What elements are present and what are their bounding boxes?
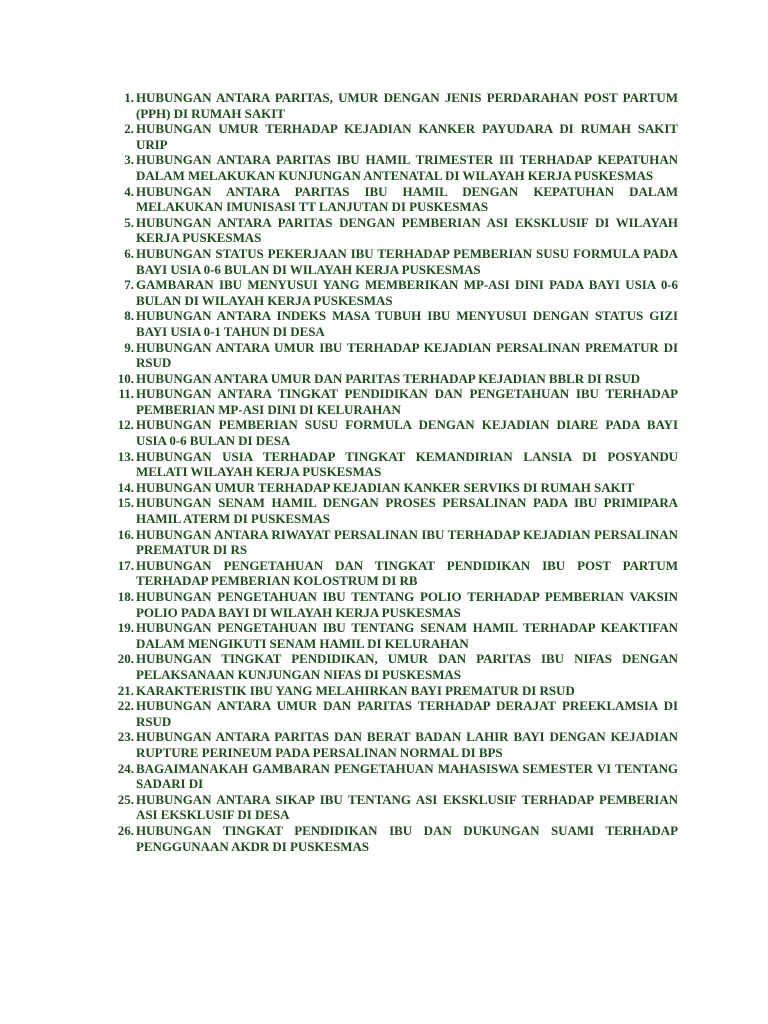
list-item [108, 308, 678, 339]
item-text: BAGAIMANAKAH GAMBARAN PENGETAHUAN MAHASISWA SEMESTER VI TENTANG SADARI DI [136, 760, 678, 792]
list-item [108, 386, 678, 417]
list-item [108, 121, 678, 152]
list-item [108, 792, 678, 823]
item-text: KARAKTERISTIK IBU YANG MELAHIRKAN BAYI PREMATUR DI RSUD [136, 682, 575, 698]
item-number: 7. [124, 277, 134, 293]
item-text: HUBUNGAN ANTARA UMUR DAN PARITAS TERHADAP KEJADIAN BBLR DI RSUD [136, 370, 641, 386]
item-text: HUBUNGAN STATUS PEKERJAAN IBU TERHADAP PEMBERIAN SUSU FORMULA PADA BAYI USIA 0-6 BULAN DI WILAYAH KERJA PUSKESMAS [136, 245, 678, 277]
list-item [108, 761, 678, 792]
item-text: HUBUNGAN UMUR TERHADAP KEJADIAN KANKER SERVIKS DI RUMAH SAKIT [136, 479, 635, 495]
item-text: HUBUNGAN ANTARA PARITAS, UMUR DENGAN JENIS PERDARAHAN POST PARTUM (PPH) DI RUMAH SAKIT [136, 90, 678, 121]
list-item [108, 729, 678, 760]
list-item [108, 823, 678, 854]
list-item [108, 340, 678, 371]
item-text: HUBUNGAN PENGETAHUAN IBU TENTANG POLIO TERHADAP PEMBERIAN VAKSIN POLIO PADA BAYI DI WILAYAH KERJA PUSKESMAS [136, 589, 678, 620]
list-item [108, 558, 678, 589]
item-number: 5. [124, 214, 134, 230]
item-number: 3. [124, 152, 134, 168]
list-item [108, 277, 678, 308]
item-text: HUBUNGAN TINGKAT PENDIDIKAN, UMUR DAN PARITAS IBU NIFAS DENGAN PELAKSANAAN KUNJUNGAN NIFAS DI PUSKESMAS [136, 651, 678, 682]
item-text: HUBUNGAN ANTARA UMUR DAN PARITAS TERHADAP DERAJAT PREEKLAMSIA DI RSUD [136, 698, 678, 729]
item-text: HUBUNGAN ANTARA INDEKS MASA TUBUH IBU MENYUSUI DENGAN STATUS GIZI BAYI USIA 0-1 TAHUN DI DESA [136, 308, 678, 339]
list-item [108, 620, 678, 651]
item-number: 24. [117, 760, 134, 776]
item-number: 14. [117, 479, 134, 495]
item-text: HUBUNGAN PENGETAHUAN IBU TENTANG SENAM HAMIL TERHADAP KEAKTIFAN DALAM MENGIKUTI SENAM HAMIL DI KELURAHAN [136, 620, 678, 651]
item-text: HUBUNGAN ANTARA PARITAS IBU HAMIL TRIMESTER III TERHADAP KEPATUHAN DALAM MELAKUKAN KUNJUNGAN ANTENATAL DI WILAYAH KERJA PUSKESMAS [136, 152, 678, 183]
item-number: 1. [124, 90, 134, 105]
item-text: HUBUNGAN ANTARA PARITAS DAN BERAT BADAN LAHIR BAYI DENGAN KEJADIAN RUPTURE PERINEUM PADA PERSALINAN NORMAL DI BPS [136, 729, 678, 760]
list-item [108, 683, 678, 699]
item-number: 16. [117, 526, 134, 542]
list-item [108, 246, 678, 277]
item-number: 13. [117, 448, 134, 464]
item-number: 10. [117, 370, 134, 386]
list-item [108, 698, 678, 729]
item-number: 21. [117, 682, 134, 698]
item-text: HUBUNGAN UMUR TERHADAP KEJADIAN KANKER PAYUDARA DI RUMAH SAKIT URIP [136, 121, 678, 152]
item-text: GAMBARAN IBU MENYUSUI YANG MEMBERIKAN MP-ASI DINI PADA BAYI USIA 0-6 BULAN DI WILAYAH KERJA PUSKESMAS [136, 277, 678, 308]
item-number: 2. [124, 121, 134, 137]
item-text: HUBUNGAN ANTARA PARITAS IBU HAMIL DENGAN KEPATUHAN DALAM MELAKUKAN IMUNISASI TT LANJUTAN DI PUSKESMAS [136, 183, 678, 215]
item-text: HUBUNGAN ANTARA RIWAYAT PERSALINAN IBU TERHADAP KEJADIAN PERSALINAN PREMATUR DI RS [136, 526, 678, 558]
item-number: 15. [117, 495, 134, 511]
item-number: 18. [117, 589, 134, 604]
item-text: HUBUNGAN SENAM HAMIL DENGAN PROSES PERSALINAN PADA IBU PRIMIPARA HAMIL ATERM DI PUSKESMAS [136, 495, 678, 527]
item-text: HUBUNGAN PEMBERIAN SUSU FORMULA DENGAN KEJADIAN DIARE PADA BAYI USIA 0-6 BULAN DI DESA [136, 417, 678, 449]
item-number: 12. [117, 417, 134, 433]
item-number: 23. [117, 729, 134, 745]
list-item [108, 90, 678, 121]
list-item [108, 184, 678, 215]
item-number: 9. [124, 339, 134, 355]
list-item [108, 589, 678, 620]
item-number: 11. [118, 386, 134, 402]
item-number: 25. [117, 791, 134, 807]
item-text: HUBUNGAN USIA TERHADAP TINGKAT KEMANDIRIAN LANSIA DI POSYANDU MELATI WILAYAH KERJA PUSKESMAS [136, 448, 678, 480]
list-item [108, 527, 678, 558]
item-text: HUBUNGAN ANTARA TINGKAT PENDIDIKAN DAN PENGETAHUAN IBU TERHADAP PEMBERIAN MP-ASI DINI DI KELURAHAN [136, 386, 678, 417]
list-item [108, 152, 678, 183]
item-text: HUBUNGAN ANTARA SIKAP IBU TENTANG ASI EKSKLUSIF TERHADAP PEMBERIAN ASI EKSKLUSIF DI DESA [136, 791, 678, 823]
item-number: 20. [117, 651, 134, 667]
item-number: 22. [117, 698, 134, 714]
item-number: 4. [124, 183, 134, 199]
list-item [108, 651, 678, 682]
item-number: 19. [117, 620, 134, 636]
item-number: 6. [124, 245, 134, 261]
list-item [108, 449, 678, 480]
list-item [108, 215, 678, 246]
item-text: HUBUNGAN ANTARA PARITAS DENGAN PEMBERIAN ASI EKSKLUSIF DI WILAYAH KERJA PUSKESMAS [136, 214, 678, 246]
item-text: HUBUNGAN TINGKAT PENDIDIKAN IBU DAN DUKUNGAN SUAMI TERHADAP PENGGUNAAN AKDR DI PUSKESMAS [136, 822, 678, 854]
item-number: 26. [117, 822, 134, 838]
item-number: 8. [124, 308, 134, 324]
item-text: HUBUNGAN ANTARA UMUR IBU TERHADAP KEJADIAN PERSALINAN PREMATUR DI RSUD [136, 339, 678, 371]
list-item [108, 480, 678, 496]
list-item [108, 417, 678, 448]
item-number: 17. [117, 557, 134, 573]
list-item [108, 371, 678, 387]
research-title-list [108, 90, 678, 854]
list-item [108, 495, 678, 526]
item-text: HUBUNGAN PENGETAHUAN DAN TINGKAT PENDIDIKAN IBU POST PARTUM TERHADAP PEMBERIAN KOLOSTRUM DI RB [136, 557, 678, 589]
